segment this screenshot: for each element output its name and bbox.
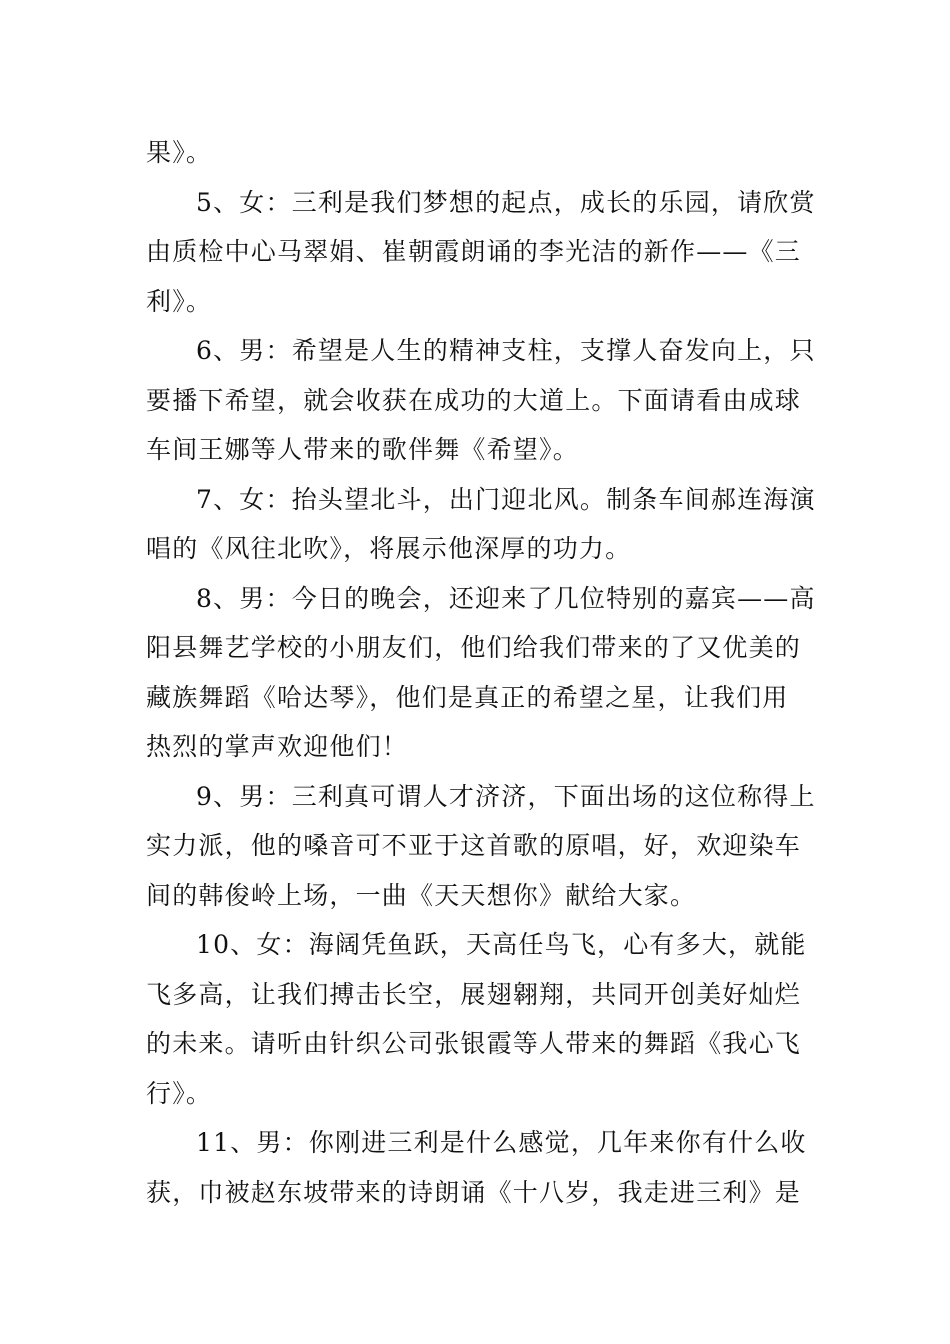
text-line: 的未来。请听由针织公司张银霞等人带来的舞蹈《我心飞 bbox=[146, 1029, 802, 1058]
paragraph-7-start: 7、女：抬头望北斗，出门迎北风。制条车间郝连海演 bbox=[196, 484, 816, 514]
text-line: 热烈的掌声欢迎他们！ bbox=[146, 732, 409, 761]
paragraph-10-start: 10、女：海阔凭鱼跃，天高任鸟飞，心有多大，就能 bbox=[196, 930, 807, 959]
text-line: 唱的《风往北吹》，将展示他深厚的功力。 bbox=[146, 534, 632, 563]
paragraph-11-start: 11、男：你刚进三利是什么感觉，几年来你有什么收 bbox=[196, 1128, 807, 1157]
paragraph-9-start: 9、男：三利真可谓人才济济，下面出场的这位称得上 bbox=[196, 781, 816, 811]
text-line: 间的韩俊岭上场，一曲《天天想你》献给大家。 bbox=[146, 880, 697, 910]
text-line: 由质检中心马翠娟、崔朝霞朗诵的李光洁的新作——《三 bbox=[146, 237, 802, 266]
paragraph-6-start: 6、男：希望是人生的精神支柱，支撑人奋发向上，只 bbox=[196, 336, 816, 365]
text-line: 获，巾被赵东坡带来的诗朗诵《十八岁，我走进三利》是 bbox=[146, 1177, 802, 1207]
text-line: 阳县舞艺学校的小朋友们，他们给我们带来的了又优美的 bbox=[146, 633, 802, 662]
text-line: 车间王娜等人带来的歌伴舞《希望》。 bbox=[146, 435, 579, 464]
text-line: 飞多高，让我们搏击长空，展翅翱翔，共同开创美好灿烂 bbox=[146, 979, 802, 1009]
text-line: 要播下希望，就会收获在成功的大道上。下面请看由成球 bbox=[146, 385, 802, 415]
text-line: 利》。 bbox=[146, 286, 213, 316]
text-line: 行》。 bbox=[146, 1078, 213, 1108]
text-line: 果》。 bbox=[146, 138, 213, 167]
document-body bbox=[146, 128, 816, 1217]
text-line: 实力派，他的嗓音可不亚于这首歌的原唱，好，欢迎染车 bbox=[146, 831, 802, 860]
text-line: 藏族舞蹈《哈达琴》，他们是真正的希望之星，让我们用 bbox=[146, 682, 789, 712]
paragraph-8-start: 8、男：今日的晚会，还迎来了几位特别的嘉宾——高 bbox=[196, 583, 816, 613]
paragraph-5-start: 5、女：三利是我们梦想的起点，成长的乐园，请欣赏 bbox=[196, 187, 816, 217]
